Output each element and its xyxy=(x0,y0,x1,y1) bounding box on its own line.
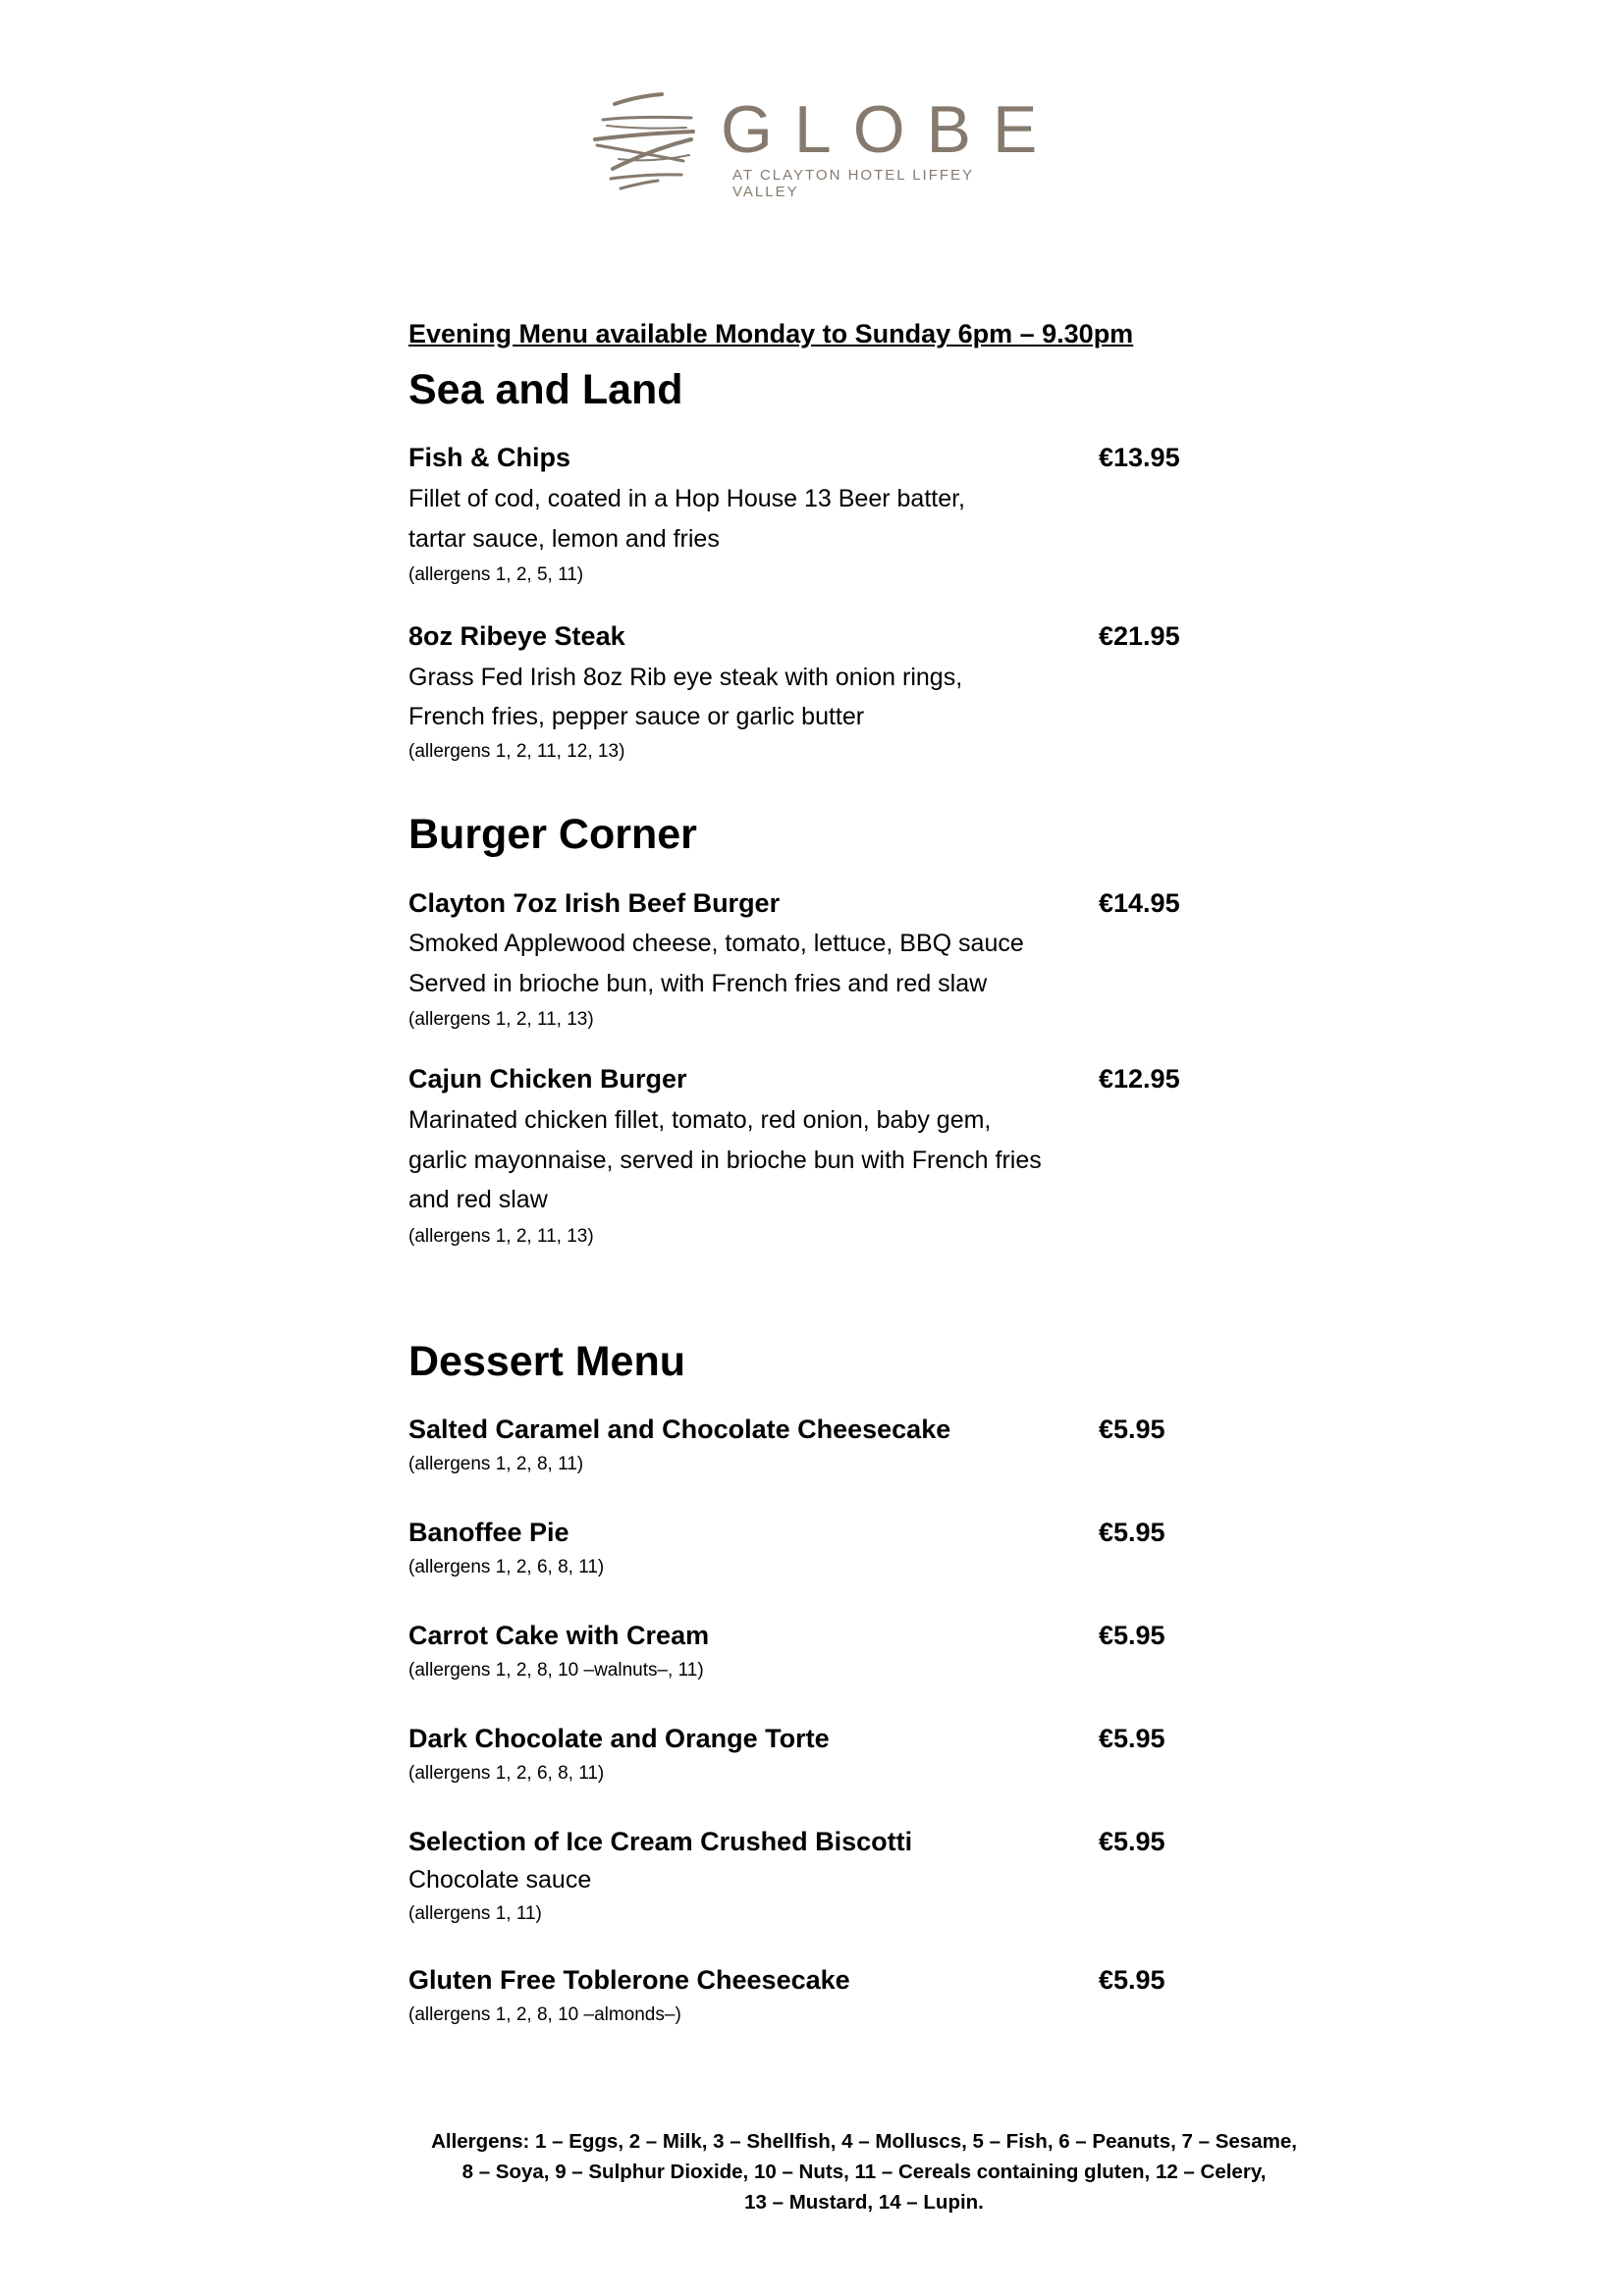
menu-item-price: €21.95 xyxy=(1099,621,1180,651)
menu-item-name: Clayton 7oz Irish Beef Burger xyxy=(408,888,781,918)
menu-item-name: Cajun Chicken Burger xyxy=(408,1064,687,1094)
menu-item-price: €5.95 xyxy=(1099,1724,1165,1753)
menu-item-allergens: (allergens 1, 2, 6, 8, 11) xyxy=(408,1763,605,1784)
menu-item-description: Chocolate sauce xyxy=(408,1866,592,1894)
section-title: Sea and Land xyxy=(408,366,683,413)
menu-item-name: 8oz Ribeye Steak xyxy=(408,621,625,651)
allergen-legend-line: 13 – Mustard, 14 – Lupin. xyxy=(744,2191,984,2214)
menu-item-description: and red slaw xyxy=(408,1186,548,1213)
menu-item-description: Smoked Applewood cheese, tomato, lettuce, BBQ sauce xyxy=(408,930,1024,957)
menu-item-description: tartar sauce, lemon and fries xyxy=(408,525,720,553)
menu-item-allergens: (allergens 1, 2, 5, 11) xyxy=(408,564,584,585)
menu-item-allergens: (allergens 1, 2, 6, 8, 11) xyxy=(408,1557,605,1577)
menu-item-price: €5.95 xyxy=(1099,1827,1165,1856)
menu-item-description: Fillet of cod, coated in a Hop House 13 Beer batter, xyxy=(408,485,966,512)
menu-item-allergens: (allergens 1, 2, 8, 10 –walnuts–, 11) xyxy=(408,1660,704,1681)
section-title: Dessert Menu xyxy=(408,1338,685,1385)
allergen-legend-line: Allergens: 1 – Eggs, 2 – Milk, 3 – Shellfish, 4 – Molluscs, 5 – Fish, 6 – Peanuts, 7 – Sesame, xyxy=(431,2130,1297,2153)
menu-item-name: Dark Chocolate and Orange Torte xyxy=(408,1724,830,1753)
logo-name: GLOBE xyxy=(721,92,1059,167)
menu-item-allergens: (allergens 1, 2, 11, 12, 13) xyxy=(408,741,625,762)
menu-item-allergens: (allergens 1, 2, 8, 11) xyxy=(408,1454,584,1474)
globe-logo xyxy=(593,90,1059,200)
globe-branches-icon xyxy=(593,90,701,198)
menu-item-price: €5.95 xyxy=(1099,1965,1165,1995)
section-title: Burger Corner xyxy=(408,811,697,858)
logo-tagline: AT CLAYTON HOTEL LIFFEY VALLEY xyxy=(732,167,974,200)
menu-item-allergens: (allergens 1, 11) xyxy=(408,1903,542,1924)
menu-item-name: Gluten Free Toblerone Cheesecake xyxy=(408,1965,850,1995)
menu-item-allergens: (allergens 1, 2, 11, 13) xyxy=(408,1226,594,1247)
menu-availability-heading: Evening Menu available Monday to Sunday 6pm – 9.30pm xyxy=(408,319,1134,348)
menu-item-price: €13.95 xyxy=(1099,443,1180,472)
menu-item-price: €5.95 xyxy=(1099,1415,1165,1444)
menu-item-price: €5.95 xyxy=(1099,1518,1165,1547)
menu-item-name: Salted Caramel and Chocolate Cheesecake xyxy=(408,1415,951,1444)
menu-item-description: Grass Fed Irish 8oz Rib eye steak with onion rings, xyxy=(408,664,963,691)
menu-item-description: French fries, pepper sauce or garlic butter xyxy=(408,703,865,730)
menu-item-description: Marinated chicken fillet, tomato, red onion, baby gem, xyxy=(408,1106,992,1134)
menu-item-name: Selection of Ice Cream Crushed Biscotti xyxy=(408,1827,913,1856)
menu-item-allergens: (allergens 1, 2, 8, 10 –almonds–) xyxy=(408,2004,681,2025)
menu-item-price: €14.95 xyxy=(1099,888,1180,918)
menu-item-price: €12.95 xyxy=(1099,1064,1180,1094)
menu-item-price: €5.95 xyxy=(1099,1621,1165,1650)
menu-item-name: Banoffee Pie xyxy=(408,1518,569,1547)
menu-item-name: Fish & Chips xyxy=(408,443,571,472)
menu-item-allergens: (allergens 1, 2, 11, 13) xyxy=(408,1009,594,1030)
allergen-legend xyxy=(373,2126,1355,2217)
allergen-legend-line: 8 – Soya, 9 – Sulphur Dioxide, 10 – Nuts, 11 – Cereals containing gluten, 12 – Celery, xyxy=(461,2161,1267,2183)
menu-item-name: Carrot Cake with Cream xyxy=(408,1621,710,1650)
menu-item-description: garlic mayonnaise, served in brioche bun with French fries xyxy=(408,1147,1042,1174)
menu-item-description: Served in brioche bun, with French fries and red slaw xyxy=(408,970,988,997)
